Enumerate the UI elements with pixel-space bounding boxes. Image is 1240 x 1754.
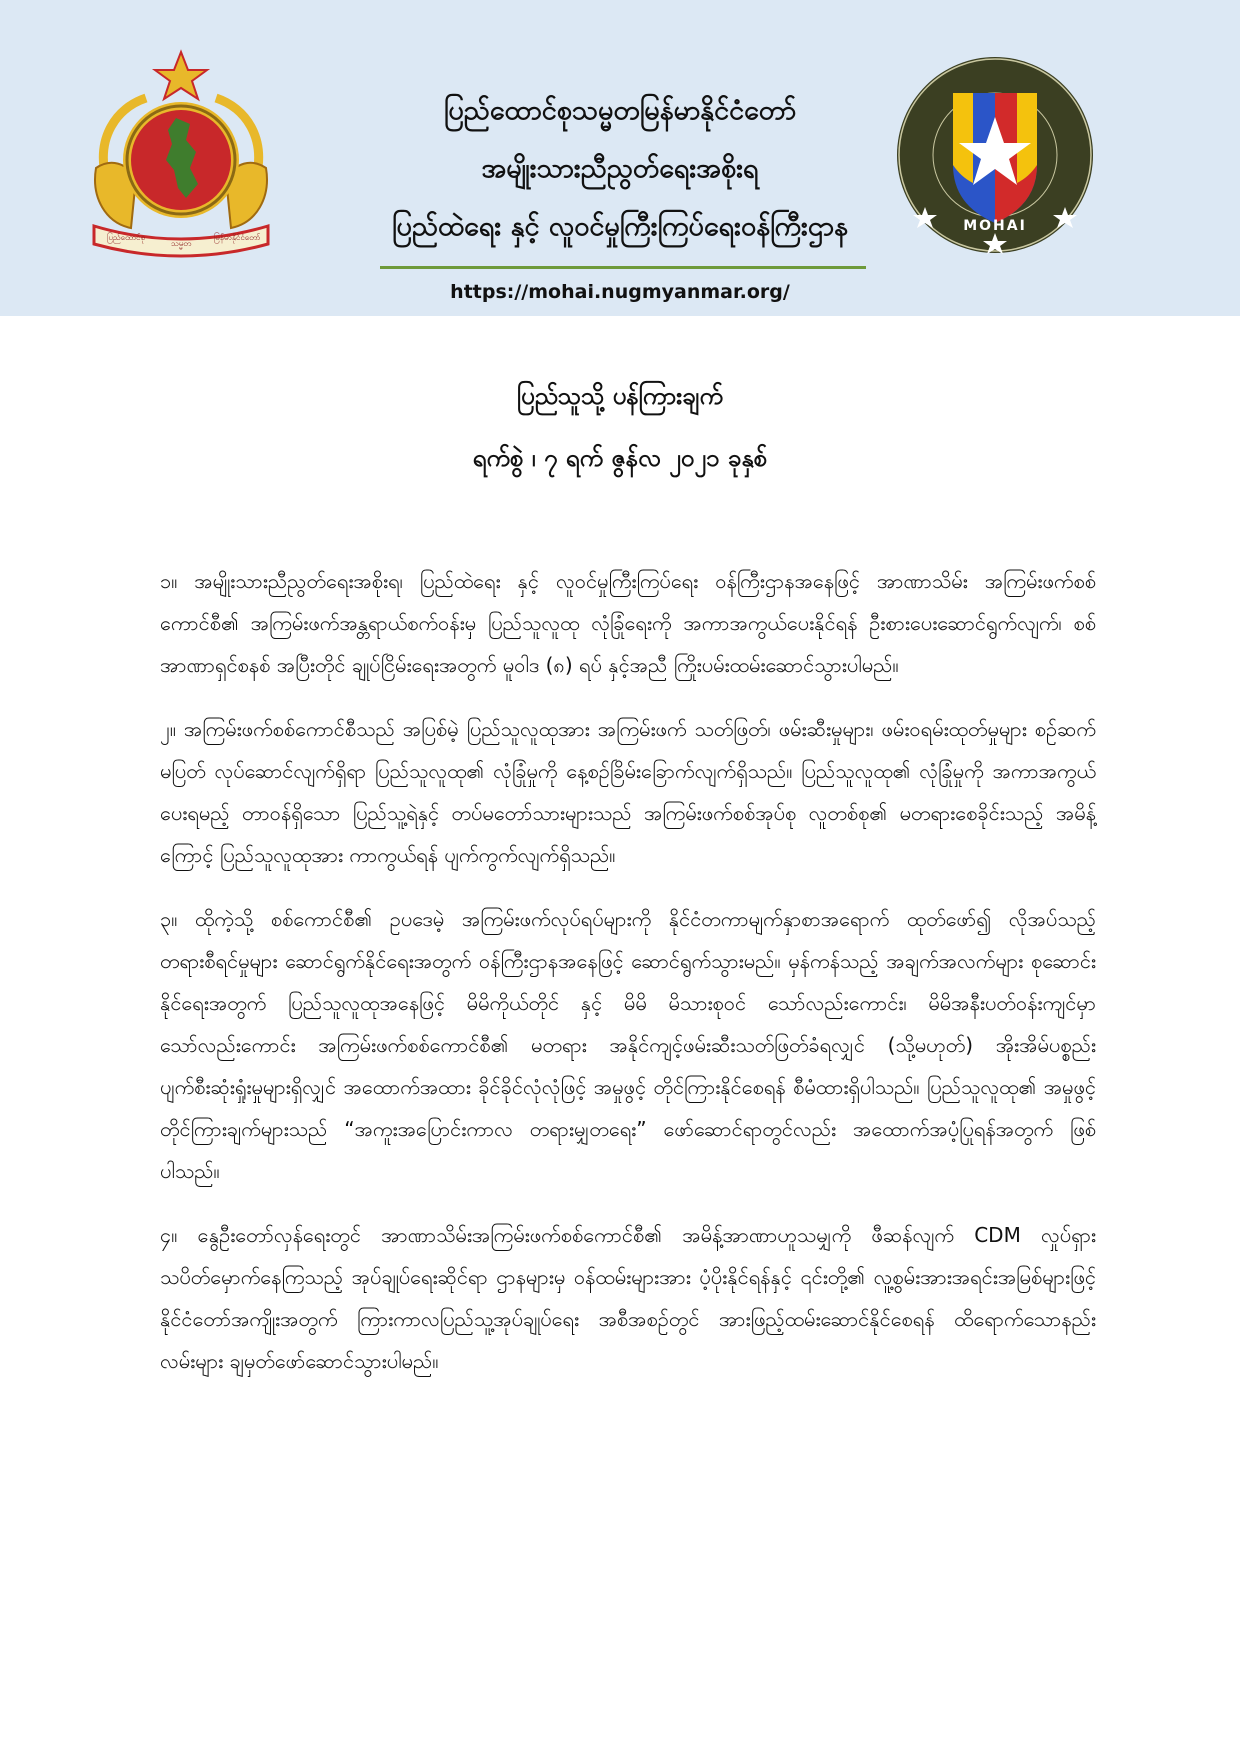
paragraph-4: ၄။ နွေဦးတော်လှန်ရေးတွင် အာဏာသိမ်းအကြမ်းဖက်စစ်ကောင်စီ၏ အမိန့်အာဏာဟူသမျှကို ဖီဆန်လျက် CDM လှုပ်ရှား သပိတ်မှောက်နေကြသည့် အုပ်ချုပ်ရေးဆိုင်ရာ ဌာနများမှ ဝန်ထမ်းများအား ပံ့ပိုးနိုင်ရန်နှင့် ၎င်းတို့၏ လူ့စွမ်းအားအရင်းအမြစ်များဖြင့် နိုင်ငံတော်အကျိုးအတွက် ကြားကာလပြည်သူ့အုပ်ချုပ်ရေး အစီအစဉ်တွင် အားဖြည့်ထမ်းဆောင်နိုင်စေရန် ထိရောက်သောနည်းလမ်းများ ချမှတ်ဖော်ဆောင်သွားပါမည်။ [160, 1223, 1096, 1373]
seal-banner-left: ပြည်ထောင်စု [107, 233, 145, 242]
letterhead-divider [380, 266, 866, 269]
paragraph-2: ၂။ အကြမ်းဖက်စစ်ကောင်စီသည် အပြစ်မဲ့ ပြည်သူလူထုအား အကြမ်းဖက် သတ်ဖြတ်၊ ဖမ်းဆီးမှုများ၊ ဖမ်းဝရမ်းထုတ်မှုများ စဉ်ဆက်မပြတ် လုပ်ဆောင်လျက်ရှိရာ ပြည်သူလူထု၏ လုံခြုံမှုကို နေ့စဉ်ခြိမ်းခြောက်လျက်ရှိသည်။ ပြည်သူလူထု၏ လုံခြုံမှုကို အကာအကွယ် ပေးရမည့် တာဝန်ရှိသော ပြည်သူ့ရဲနှင့် တပ်မတော်သားများသည် အကြမ်းဖက်စစ်အုပ်စု လူတစ်စု၏ မတရားစေခိုင်းသည့် အမိန့်ကြောင့် ပြည်သူလူထုအား ကာကွယ်ရန် ပျက်ကွက်လျက်ရှိသည်။ [160, 717, 1096, 867]
ministry-url[interactable]: https://mohai.nugmyanmar.org/ [450, 281, 790, 303]
notice-date: ရက်စွဲ ၊ ၇ ရက် ဇွန်လ ၂၀၂၁ ခုနှစ် [472, 444, 768, 472]
letterhead-line-1: ပြည်ထောင်စုသမ္မတမြန်မာနိုင်ငံတော် [443, 95, 797, 126]
paragraph-3: ၃။ ထိုကဲ့သို့ စစ်ကောင်စီ၏ ဥပဒေမဲ့ အကြမ်းဖက်လုပ်ရပ်များကို နိုင်ငံတကာမျက်နှာစာအရောက် ထုတ်ဖော်၍ လိုအပ်သည့် တရားစီရင်မှုများ ဆောင်ရွက်နိုင်ရေးအတွက် ဝန်ကြီးဌာနအနေဖြင့် ဆောင်ရွက်သွားမည်။ မှန်ကန်သည့် အချက်အလက်များ စုဆောင်းနိုင်ရေးအတွက် ပြည်သူလူထုအနေဖြင့် မိမိကိုယ်တိုင် နှင့် မိမိ မိသားစုဝင် သော်လည်းကောင်း၊ မိမိအနီးပတ်ဝန်းကျင်မှာသော်လည်းကောင်း အကြမ်းဖက်စစ်ကောင်စီ၏ မတရား အနိုင်ကျင့်ဖမ်းဆီးသတ်ဖြတ်ခံရလျှင် (သို့မဟုတ်) အိုးအိမ်ပစ္စည်း ပျက်စီးဆုံးရှုံးမှုများရှိလျှင် အထောက်အထား ခိုင်ခိုင်လုံလုံဖြင့် အမှုဖွင့် တိုင်ကြားနိုင်စေရန် စီမံထားရှိပါသည်။ ပြည်သူလူထု၏ အမှုဖွင့်တိုင်ကြားချက်များသည် “အကူးအပြောင်းကာလ တရားမျှတရေး” ဖော်ဆောင်ရာတွင်လည်း အထောက်အပံ့ပြုရန်အတွက် ဖြစ်ပါသည်။ [160, 907, 1096, 1183]
notice-body [160, 560, 1096, 1404]
ministry-logo-label: MOHAI [963, 218, 1027, 234]
seal-banner-center: သမ္မတ [170, 239, 192, 248]
seal-banner-right: မြန်မာနိုင်ငံတော် [213, 233, 261, 242]
paragraph-1: ၁။ အမျိုးသားညီညွတ်ရေးအစိုးရ၊ ပြည်ထဲရေး နှင့် လူဝင်မှုကြီးကြပ်ရေး ဝန်ကြီးဌာနအနေဖြင့် အာဏာသိမ်း အကြမ်းဖက်စစ်ကောင်စီ၏ အကြမ်းဖက်အန္တရာယ်စက်ဝန်းမှ ပြည်သူလူထု လုံခြုံရေးကို အကာအကွယ်ပေးနိုင်ရန် ဦးစားပေးဆောင်ရွက်လျက်၊ စစ်အာဏာရှင်စနစ် အပြီးတိုင် ချုပ်ငြိမ်းရေးအတွက် မူဝါဒ (၈) ရပ် နှင့်အညီ ကြိုးပမ်းထမ်းဆောင်သွားပါမည်။ [160, 569, 1096, 677]
letterhead-line-3: ပြည်ထဲရေး နှင့် လူဝင်မှုကြီးကြပ်ရေးဝန်ကြီးဌာန [392, 211, 848, 242]
notice-title: ပြည်သူသို့ ပန်ကြားချက် [516, 382, 724, 410]
letterhead-titles [370, 82, 870, 256]
state-seal-icon [86, 48, 276, 258]
letterhead-line-2: အမျိုးသားညီညွတ်ရေးအစိုးရ [481, 153, 759, 184]
letterhead [0, 0, 1240, 316]
